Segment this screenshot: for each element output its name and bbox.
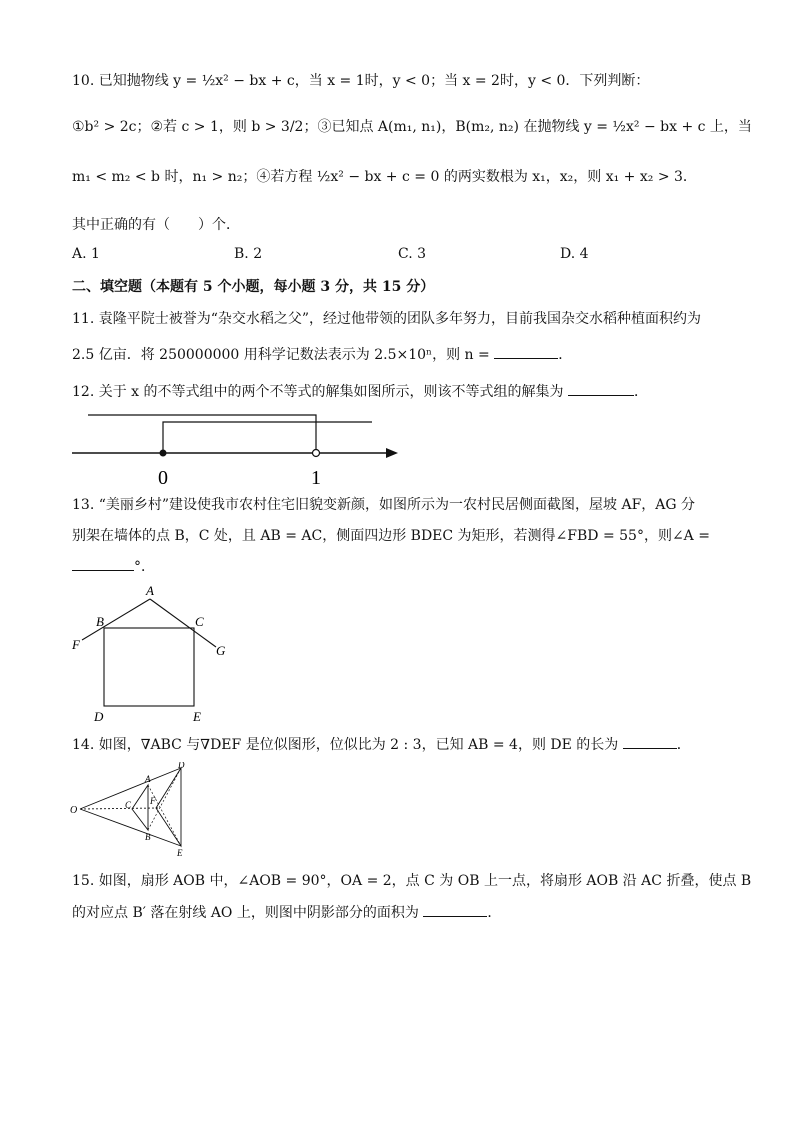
- roof-slope-ag: [150, 599, 216, 647]
- label-f: F: [72, 637, 80, 652]
- q12-end: ．: [633, 384, 648, 400]
- ray-of: [80, 808, 158, 809]
- q12-answer-blank[interactable]: [568, 381, 634, 396]
- section-heading: 二、填空题（本题有 5 个小题，每小题 3 分，共 15 分）: [72, 279, 435, 295]
- q15-answer-blank[interactable]: [423, 902, 487, 917]
- q10-option-c: C. 3: [398, 246, 427, 262]
- q14-text-body: 14. 如图，∇ABC 与∇DEF 是位似图形，位似比为 2 : 3，已知 AB = 4，则 DE 的长为: [72, 737, 619, 753]
- label-o: O: [70, 805, 78, 816]
- q14-homothety-figure: [68, 762, 198, 858]
- q11-end: ．: [558, 347, 573, 363]
- q13-answer-blank[interactable]: [72, 556, 134, 571]
- q10-line3: m₁ < m₂ < b 时，n₁ > n₂；④若方程 ½x² − bx + c = 0 的两实数根为 x₁，x₂，则 x₁ + x₂ > 3．: [72, 169, 697, 185]
- q10-option-a: A. 1: [72, 246, 100, 262]
- label-one: 1: [311, 467, 321, 489]
- q13-line2: 别架在墙体的点 B，C 处，且 AB = AC，侧面四边形 BDEC 为矩形，若测得∠FBD = 55°，则∠A =: [72, 528, 710, 544]
- q12-text-body: 12. 关于 x 的不等式组中的两个不等式的解集如图所示，则该不等式组的解集为: [72, 384, 564, 400]
- q13-house-figure: [66, 580, 236, 728]
- solution-ray-right: [163, 422, 372, 453]
- roof-slope-af: [82, 599, 150, 640]
- label-c: C: [125, 800, 132, 810]
- rectangle-bdec: [104, 628, 194, 706]
- q14-end: ．: [676, 737, 691, 753]
- q15-line2: [72, 902, 501, 922]
- triangle-abc: [132, 785, 148, 830]
- q11-line2-text: 2.5 亿亩．将 250000000 用科学记数法表示为 2.5×10ⁿ，则 n =: [72, 347, 490, 363]
- q10-line1: 10. 已知抛物线 y = ½x² − bx + c，当 x = 1时，y < 0；当 x = 2时，y < 0．下列判断：: [72, 73, 650, 89]
- q11-answer-blank[interactable]: [494, 344, 558, 359]
- q15-line2-text: 的对应点 B′ 落在射线 AO 上，则图中阴影部分的面积为: [72, 905, 419, 921]
- q11-line2: [72, 344, 572, 364]
- label-a: A: [145, 774, 151, 784]
- label-zero: 0: [158, 467, 168, 489]
- label-a: A: [146, 583, 154, 598]
- q10-line2: ①b² > 2c；②若 c > 1，则 b > 3/2；③已知点 A(m₁, n₁)，B(m₂, n₂) 在抛物线 y = ½x² − bx + c 上，当: [72, 119, 752, 135]
- label-e: E: [193, 709, 201, 724]
- q10-option-b: B. 2: [234, 246, 263, 262]
- q12-text: [72, 381, 648, 401]
- q13-line3: [72, 556, 155, 576]
- ray-oe: [80, 809, 181, 846]
- number-line-arrow: [386, 448, 398, 458]
- open-point-one: [313, 450, 320, 457]
- q12-number-line-figure: [60, 405, 410, 490]
- label-d: D: [94, 709, 104, 724]
- q13-degree-end: °．: [134, 559, 155, 575]
- label-e: E: [177, 848, 183, 858]
- q10-line4: 其中正确的有（ ）个．: [72, 217, 240, 233]
- label-b: B: [96, 614, 104, 629]
- q15-end: ．: [487, 905, 502, 921]
- q10-option-d: D. 4: [560, 246, 589, 262]
- q14-text: [72, 734, 691, 754]
- q11-line1: 11. 袁隆平院士被誉为“杂交水稻之父”，经过他带领的团队多年努力，目前我国杂交水稻种植面积约为: [72, 311, 702, 327]
- q14-answer-blank[interactable]: [623, 734, 677, 749]
- q15-line1: 15. 如图，扇形 AOB 中，∠AOB = 90°，OA = 2，点 C 为 OB 上一点，将扇形 AOB 沿 AC 折叠，使点 B: [72, 873, 752, 889]
- label-g: G: [216, 643, 226, 658]
- q13-line1: 13. “美丽乡村”建设使我市农村住宅旧貌变新颜，如图所示为一农村民居侧面截图，屋坡 AF，AG 分: [72, 497, 696, 513]
- label-d: D: [178, 762, 185, 770]
- solid-point-zero: [160, 450, 167, 457]
- label-b: B: [145, 832, 151, 842]
- solution-ray-left: [88, 415, 316, 453]
- label-c: C: [195, 614, 204, 629]
- label-f: F: [150, 796, 156, 806]
